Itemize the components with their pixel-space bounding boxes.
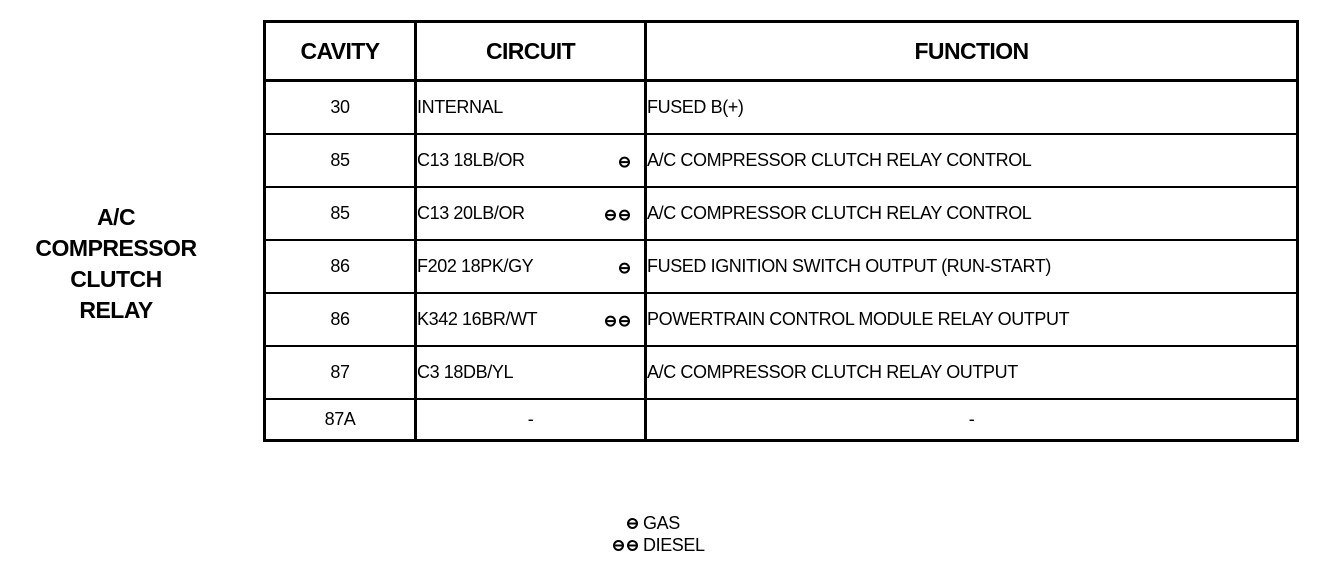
relay-title xyxy=(18,202,214,326)
cavity-cell: 30 xyxy=(265,81,416,135)
table-row xyxy=(265,134,1298,187)
gas-marker xyxy=(619,262,630,273)
gas-symbol-icon xyxy=(619,262,630,273)
diesel-symbol-icon xyxy=(605,209,616,220)
circuit-text: F202 18PK/GY xyxy=(417,256,534,276)
function-cell: FUSED B(+) xyxy=(646,81,1298,135)
connector-pinout-table xyxy=(263,20,1299,442)
circuit-cell xyxy=(416,134,646,187)
circuit-cell: - xyxy=(416,399,646,441)
legend-gas xyxy=(597,512,705,534)
cavity-cell: 85 xyxy=(265,187,416,240)
legend-gas-label: GAS xyxy=(643,512,680,533)
diesel-marker xyxy=(605,209,630,220)
legend-diesel-label: DIESEL xyxy=(643,534,705,555)
relay-title-line: CLUTCH xyxy=(70,266,162,292)
function-column-header: FUNCTION xyxy=(646,22,1298,81)
legend-diesel xyxy=(597,534,705,556)
circuit-cell xyxy=(416,187,646,240)
diesel-symbol-icon xyxy=(619,315,630,326)
function-cell: - xyxy=(646,399,1298,441)
circuit-text: C3 18DB/YL xyxy=(417,362,514,382)
cavity-cell: 87A xyxy=(265,399,416,441)
cavity-cell: 87 xyxy=(265,346,416,399)
function-cell: A/C COMPRESSOR CLUTCH RELAY CONTROL xyxy=(646,187,1298,240)
function-cell: A/C COMPRESSOR CLUTCH RELAY OUTPUT xyxy=(646,346,1298,399)
cavity-cell: 85 xyxy=(265,134,416,187)
table-row xyxy=(265,293,1298,346)
diesel-marker xyxy=(605,315,630,326)
relay-title-line: RELAY xyxy=(79,297,153,323)
table-header-row xyxy=(265,22,1298,81)
circuit-text: K342 16BR/WT xyxy=(417,309,538,329)
diesel-symbol-icon xyxy=(605,315,616,326)
gas-marker xyxy=(619,156,630,167)
circuit-cell xyxy=(416,293,646,346)
diesel-symbol-icon xyxy=(613,540,624,551)
table-row xyxy=(265,399,1298,441)
table-row xyxy=(265,187,1298,240)
diesel-symbol-icon xyxy=(619,209,630,220)
gas-legend-symbol xyxy=(597,518,638,529)
engine-legend xyxy=(597,512,705,556)
cavity-cell: 86 xyxy=(265,293,416,346)
diesel-symbol-icon xyxy=(627,540,638,551)
relay-title-line: A/C xyxy=(96,204,136,230)
table-row xyxy=(265,240,1298,293)
circuit-cell xyxy=(416,240,646,293)
circuit-column-header: CIRCUIT xyxy=(416,22,646,81)
table-row xyxy=(265,81,1298,135)
gas-symbol-icon xyxy=(627,518,638,529)
function-cell: A/C COMPRESSOR CLUTCH RELAY CONTROL xyxy=(646,134,1298,187)
gas-symbol-icon xyxy=(619,156,630,167)
function-cell: FUSED IGNITION SWITCH OUTPUT (RUN-START) xyxy=(646,240,1298,293)
circuit-text: C13 18LB/OR xyxy=(417,150,525,170)
table-row xyxy=(265,346,1298,399)
cavity-column-header: CAVITY xyxy=(265,22,416,81)
circuit-text: INTERNAL xyxy=(417,97,503,117)
circuit-cell xyxy=(416,81,646,135)
cavity-cell: 86 xyxy=(265,240,416,293)
relay-title-line: COMPRESSOR xyxy=(35,235,197,261)
circuit-text: C13 20LB/OR xyxy=(417,203,525,223)
function-cell: POWERTRAIN CONTROL MODULE RELAY OUTPUT xyxy=(646,293,1298,346)
circuit-cell xyxy=(416,346,646,399)
diesel-legend-symbol xyxy=(597,540,638,551)
